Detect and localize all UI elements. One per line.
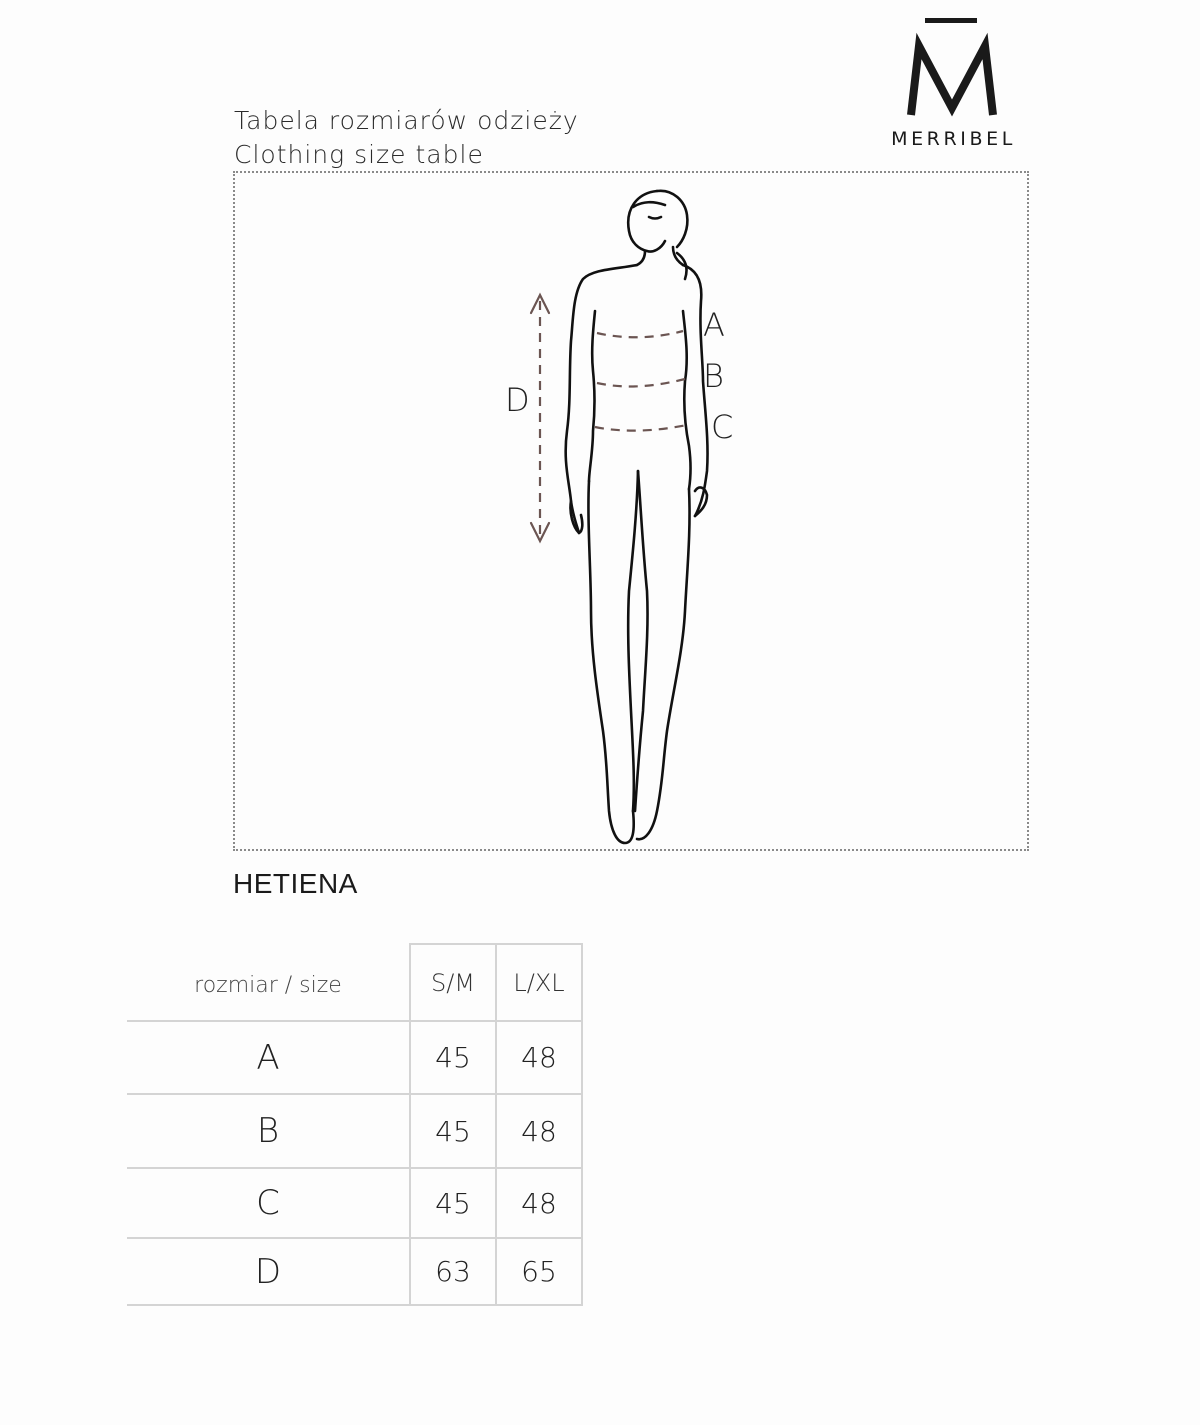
figure-label-c: C — [711, 408, 734, 446]
brand-logo-icon — [905, 18, 1000, 118]
cell-a-lxl: 48 — [496, 1021, 582, 1094]
figure-label-a: A — [703, 306, 725, 344]
cell-a-sm: 45 — [410, 1021, 496, 1094]
row-label-c: C — [127, 1168, 410, 1238]
title-polish: Tabela rozmiarów odzieży — [234, 106, 579, 135]
cell-c-sm: 45 — [410, 1168, 496, 1238]
table-row — [127, 1168, 582, 1238]
row-label-a: A — [127, 1021, 410, 1094]
cell-d-lxl: 65 — [496, 1238, 582, 1305]
cell-b-sm: 45 — [410, 1094, 496, 1168]
brand-name: MERRIBEL — [891, 128, 1016, 150]
size-column-lxl: L/XL — [496, 944, 582, 1021]
table-row — [127, 1094, 582, 1168]
size-column-sm: S/M — [410, 944, 496, 1021]
figure-label-b: B — [703, 357, 724, 395]
size-table-header-row — [127, 944, 582, 1021]
figure-label-d: D — [505, 381, 530, 419]
product-name: HETIENA — [233, 868, 358, 899]
row-label-b: B — [127, 1094, 410, 1168]
table-row — [127, 1238, 582, 1305]
body-measurement-figure — [233, 171, 1029, 851]
cell-b-lxl: 48 — [496, 1094, 582, 1168]
table-row — [127, 1021, 582, 1094]
size-table — [127, 943, 583, 1306]
cell-d-sm: 63 — [410, 1238, 496, 1305]
title-english: Clothing size table — [234, 140, 484, 169]
cell-c-lxl: 48 — [496, 1168, 582, 1238]
size-header-label: rozmiar / size — [194, 972, 342, 998]
row-label-d: D — [127, 1238, 410, 1305]
